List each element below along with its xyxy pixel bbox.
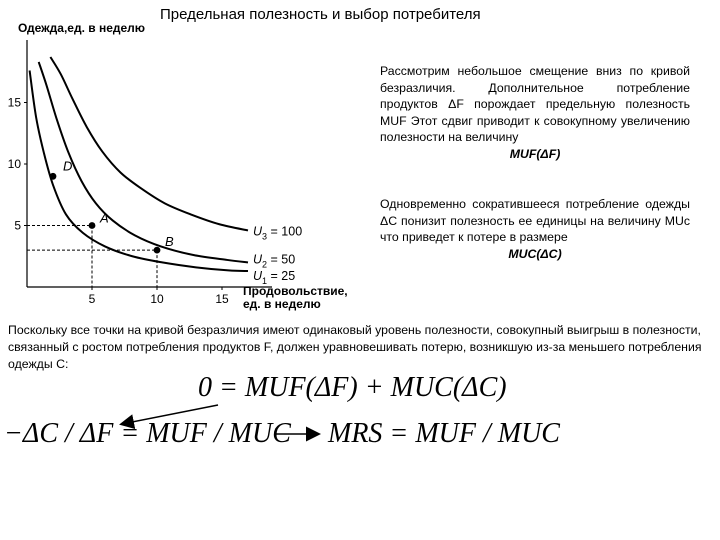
- y-tick-label: 5: [14, 218, 21, 233]
- paragraph-clothes-text: Одновременно сократившееся потребление одежды ΔC понизит полезность ее единицы на величину MUc что приведет к потере в размере: [380, 197, 690, 244]
- x-axis-label-line2: ед. в неделю: [243, 297, 321, 311]
- formula-equation-3: MRS = MUF / MUC: [328, 418, 560, 449]
- slide-title: Предельная полезность и выбор потребителя: [160, 6, 481, 23]
- formula-equation-1: 0 = MUF(ΔF) + MUC(ΔC): [198, 372, 507, 403]
- y-tick-label: 15: [7, 95, 21, 110]
- point-label: D: [63, 158, 73, 174]
- point-label: A: [100, 210, 109, 226]
- y-tick-label: 10: [7, 157, 21, 171]
- formula-muc: MUC(ΔC): [508, 246, 562, 261]
- paragraph-shift-text: Рассмотрим небольшое смещение вниз по кривой безразличия. Дополнительное потребление продуктов ΔF порождает предельную полезность MUF Этот сдвиг приводит к совокупному увеличению полезности на величину: [380, 64, 690, 144]
- x-axis-label-line1: Продовольствие,: [243, 284, 348, 298]
- arrow-to-equation-2: [122, 405, 218, 424]
- point-label: B: [165, 234, 174, 250]
- x-tick-label: 15: [215, 292, 229, 306]
- formula-equation-2: −ΔC / ΔF = MUF / MUC: [4, 418, 291, 449]
- x-tick-label: 5: [88, 292, 96, 306]
- curve-label: $U_1 = 25$: [253, 269, 296, 287]
- y-axis-label: Одежда,ед. в неделю: [18, 21, 146, 35]
- formula-muf: MUF(ΔF): [509, 146, 561, 161]
- paragraph-equal-utility: Поскольку все точки на кривой безразличия имеют одинаковый уровень полезности, совокупный выигрыш в полезности, связанный с ростом потребления продуктов F, должен уравновешивать потерю, возникшую из-за меньшего потребления одежды C:: [8, 323, 702, 371]
- x-tick-label: 10: [150, 292, 164, 306]
- curve-label: $U_3 = 100$: [253, 224, 303, 242]
- curve-label: $U_2 = 50$: [253, 252, 296, 270]
